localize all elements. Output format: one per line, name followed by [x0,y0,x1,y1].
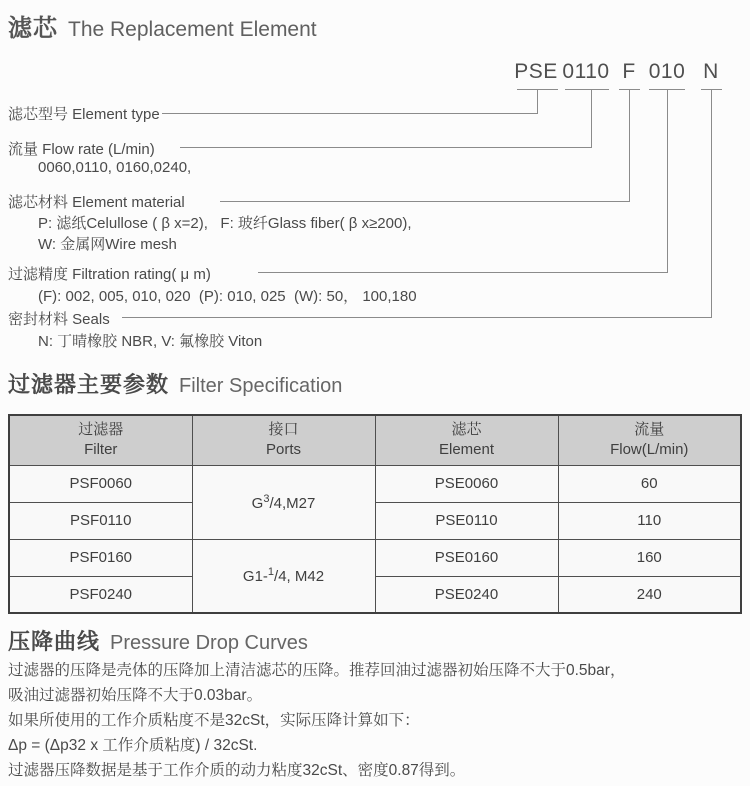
paragraph-line: 过滤器的压降是壳体的压降加上清洁滤芯的压降。推荐回油过滤器初始压降不大于0.5bar， [8,662,626,679]
ports-prefix: G [251,494,264,512]
column-header-flow-en: Flow(L/min) [610,441,689,459]
paragraph-line: 吸油过滤器初始压降不大于0.03bar。 [8,687,263,704]
model-code-segment-rating: 010 [648,60,686,83]
cell-filter: PSF0240 [9,576,192,613]
label-element-type: 滤芯型号 Element type [8,106,160,123]
model-code-segment-type: PSE [514,60,558,83]
ports-sup: 1 [267,566,275,579]
ports-sup: 3 [263,492,270,505]
cell-element: PSE0110 [375,502,558,539]
cell-element: PSE0160 [375,539,558,576]
cell-filter: PSF0110 [9,502,192,539]
column-header-flow [558,415,741,465]
section-title-pressure-drop [8,625,308,656]
connector-line-horizontal [180,147,592,148]
paragraph-line: 过滤器压降数据是基于工作介质的动力粘度32cSt、密度0.87得到。 [8,762,466,779]
section-title-zh: 压降曲线 [8,629,101,654]
section-title-zh: 过滤器主要参数 [8,372,170,397]
ports-prefix: G1- [242,568,268,586]
column-header-filter [9,415,192,465]
connector-line-horizontal [122,317,712,318]
label-flow-rate: 流量 Flow rate (L/min) [8,141,155,158]
connector-line-horizontal [220,201,630,202]
label-element-material-options1: P: 滤纸Celullose ( β x=2), F: 玻纤Glass fiber( β x≥200), [38,215,412,232]
cell-element: PSE0060 [375,465,558,502]
column-header-ports [192,415,375,465]
cell-flow: 60 [558,465,741,502]
label-seals-options: N: 丁晴橡胶 NBR, V: 氟橡胶 Viton [38,333,263,350]
table-row [9,576,741,613]
cell-ports [192,465,375,539]
ports-rest: /4,M27 [269,494,316,512]
connector-line-horizontal [162,113,538,114]
column-header-ports-zh: 接口 [268,421,299,439]
label-flow-rate-options: 0060,0110, 0160,0240, [38,159,192,176]
model-code-diagram [0,55,750,357]
column-header-filter-en: Filter [84,441,118,459]
table-header-row [9,415,741,465]
label-seals: 密封材料 Seals [8,311,110,328]
section-title-en: Filter Specification [179,375,343,397]
label-filtration-rating-options: (F): 002, 005, 010, 020 (P): 010, 025 (W): 50， 100,180 [38,288,417,305]
connector-line-vertical [711,89,712,317]
cell-flow: 110 [558,502,741,539]
label-element-material: 滤芯材料 Element material [8,194,185,211]
model-code-segment-seal: N [703,60,719,83]
connector-line-horizontal [258,272,668,273]
cell-ports [192,539,375,613]
label-filtration-rating: 过滤精度 Filtration rating( μ m) [8,266,211,283]
ports-rest: /4, M42 [274,568,325,586]
connector-line-vertical [667,89,668,272]
section-title-filter-specification [8,368,342,399]
cell-element: PSE0240 [375,576,558,613]
table-row [9,539,741,576]
page-title-zh: 滤芯 [8,15,58,42]
paragraph-line: 如果所使用的工作介质粘度不是32cSt，实际压降计算如下： [8,712,420,729]
column-header-element [375,415,558,465]
column-header-element-en: Element [438,441,495,459]
label-element-material-options2: W: 金属网Wire mesh [38,236,177,253]
section-title-en: Pressure Drop Curves [110,632,308,654]
model-code-segment-material: F [622,60,636,83]
page-title-en: The Replacement Element [68,18,317,41]
connector-line-vertical [591,89,592,147]
code-underline [565,89,609,90]
column-header-element-zh: 滤芯 [451,421,482,439]
column-header-ports-en: Ports [265,441,301,459]
cell-filter: PSF0160 [9,539,192,576]
cell-flow: 160 [558,539,741,576]
filter-specification-table [8,414,742,614]
connector-line-vertical [629,89,630,201]
paragraph-line-formula: Δp = (Δp32 x 工作介质粘度) / 32cSt. [8,737,258,754]
table-row [9,465,741,502]
column-header-filter-zh: 过滤器 [78,421,124,439]
connector-line-vertical [537,89,538,113]
cell-filter: PSF0060 [9,465,192,502]
page-title [8,8,317,43]
column-header-flow-zh: 流量 [634,421,665,439]
model-code-segment-flow: 0110 [562,60,610,83]
cell-flow: 240 [558,576,741,613]
pressure-drop-paragraph [8,658,744,783]
table-row [9,502,741,539]
